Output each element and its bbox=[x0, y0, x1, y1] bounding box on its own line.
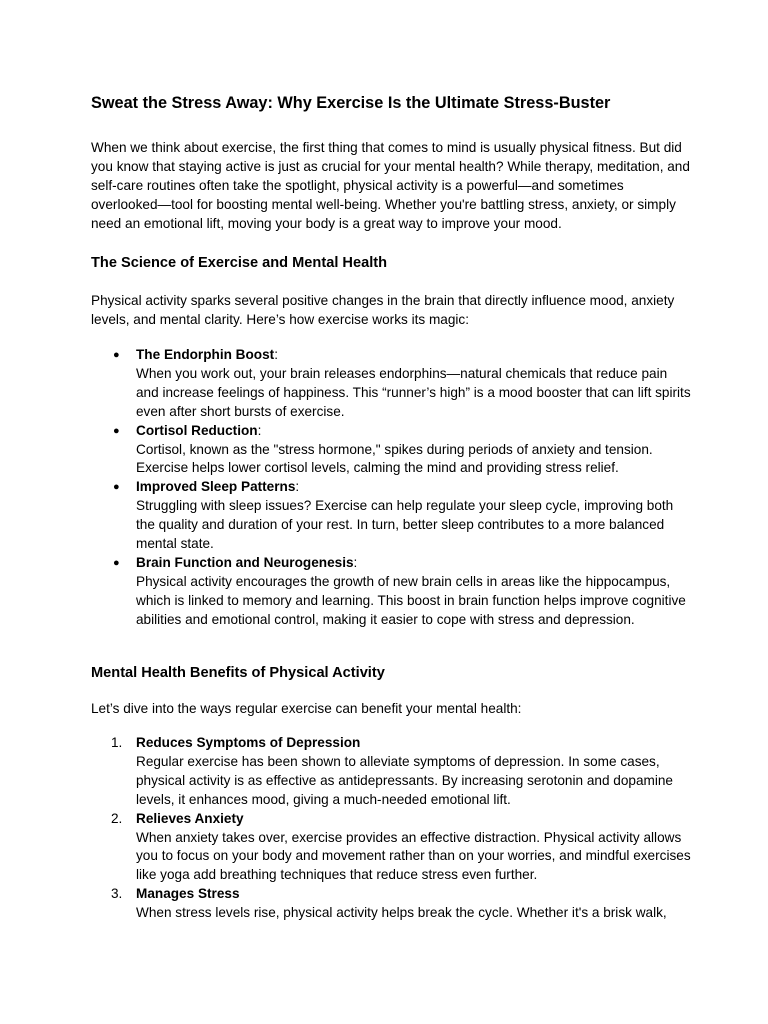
list-item-title: Relieves Anxiety bbox=[136, 810, 244, 826]
list-item bbox=[91, 554, 691, 630]
numbered-list-benefits bbox=[91, 734, 691, 923]
list-item bbox=[91, 810, 691, 886]
number-marker: 3. bbox=[111, 886, 123, 902]
list-item-colon: : bbox=[353, 554, 358, 570]
section-heading-benefits: Mental Health Benefits of Physical Activity bbox=[91, 665, 385, 681]
bullet-marker: ● bbox=[113, 481, 120, 494]
number-marker: 2. bbox=[111, 810, 123, 826]
list-item-colon: : bbox=[274, 347, 278, 362]
section-intro-science: Physical activity sparks several positive changes in the brain that directly influence mood, anxiety levels, and mental clarity. Here’s how exercise works its magic: bbox=[91, 293, 675, 327]
list-item-title: Reduces Symptoms of Depression bbox=[136, 735, 361, 750]
list-item bbox=[91, 346, 691, 422]
list-item-body: Cortisol, known as the "stress hormone," spikes during periods of anxiety and tension. Exercise helps lower cortisol levels, calming the mind and providing stress relief. bbox=[136, 441, 653, 476]
list-item-title: Manages Stress bbox=[136, 886, 240, 902]
section-intro-benefits: Let’s dive into the ways regular exercise can benefit your mental health: bbox=[91, 701, 522, 716]
list-item bbox=[91, 422, 691, 479]
list-item bbox=[91, 478, 691, 554]
list-item-colon: : bbox=[257, 422, 262, 438]
list-item bbox=[91, 885, 691, 923]
list-item-body: Struggling with sleep issues? Exercise can help regulate your sleep cycle, improving both the quality and duration of your rest. In turn, better sleep contributes to a more balanced mental state. bbox=[136, 498, 674, 552]
number-marker: 1. bbox=[111, 735, 123, 750]
list-item-body: When anxiety takes over, exercise provides an effective distraction. Physical activity allows you to focus on your body and movement rather than on your worries, and mindful exercises like yoga add breathing techniques that reduce stress even further. bbox=[136, 829, 691, 883]
list-item-title: Improved Sleep Patterns bbox=[136, 479, 296, 495]
list-item-body: When stress levels rise, physical activity helps break the cycle. Whether it's a brisk walk, bbox=[136, 905, 667, 921]
intro-paragraph: When we think about exercise, the first thing that comes to mind is usually physical fitness. But did you know that staying active is just as crucial for your mental health? While therapy, meditation, and self-care routines often take the spotlight, physical activity is a powerful—and sometimes overlooked—tool for boosting mental well-being. Whether you're battling stress, anxiety, or simply need an emotional lift, moving your body is a great way to improve your mood. bbox=[91, 140, 690, 231]
list-item-body: Regular exercise has been shown to alleviate symptoms of depression. In some cases, physical activity is as effective as antidepressants. By increasing serotonin and dopamine levels, it enhances mood, giving a much-needed emotional lift. bbox=[136, 753, 673, 807]
list-item-title: Cortisol Reduction bbox=[136, 422, 258, 438]
list-item-title: Brain Function and Neurogenesis bbox=[136, 554, 354, 570]
section-heading-science: The Science of Exercise and Mental Health bbox=[91, 255, 388, 271]
document-title: Sweat the Stress Away: Why Exercise Is the Ultimate Stress-Buster bbox=[91, 94, 611, 112]
list-item-title: The Endorphin Boost bbox=[136, 347, 275, 362]
list-item-body: When you work out, your brain releases endorphins—natural chemicals that reduce pain and increase feelings of happiness. This “runner’s high” is a mood booster that can lift spirits even after short bursts of exercise. bbox=[136, 365, 691, 419]
list-item bbox=[91, 734, 691, 810]
bullet-marker: ● bbox=[113, 556, 120, 569]
list-item-body: Physical activity encourages the growth of new brain cells in areas like the hippocampus, which is linked to memory and learning. This boost in brain function helps improve cognitive abilities and emotional control, making it easier to cope with stress and depression. bbox=[136, 573, 686, 627]
bullet-list-science bbox=[91, 346, 691, 630]
bullet-marker: ● bbox=[113, 424, 120, 437]
bullet-marker: ● bbox=[113, 349, 120, 361]
list-item-colon: : bbox=[295, 479, 300, 495]
